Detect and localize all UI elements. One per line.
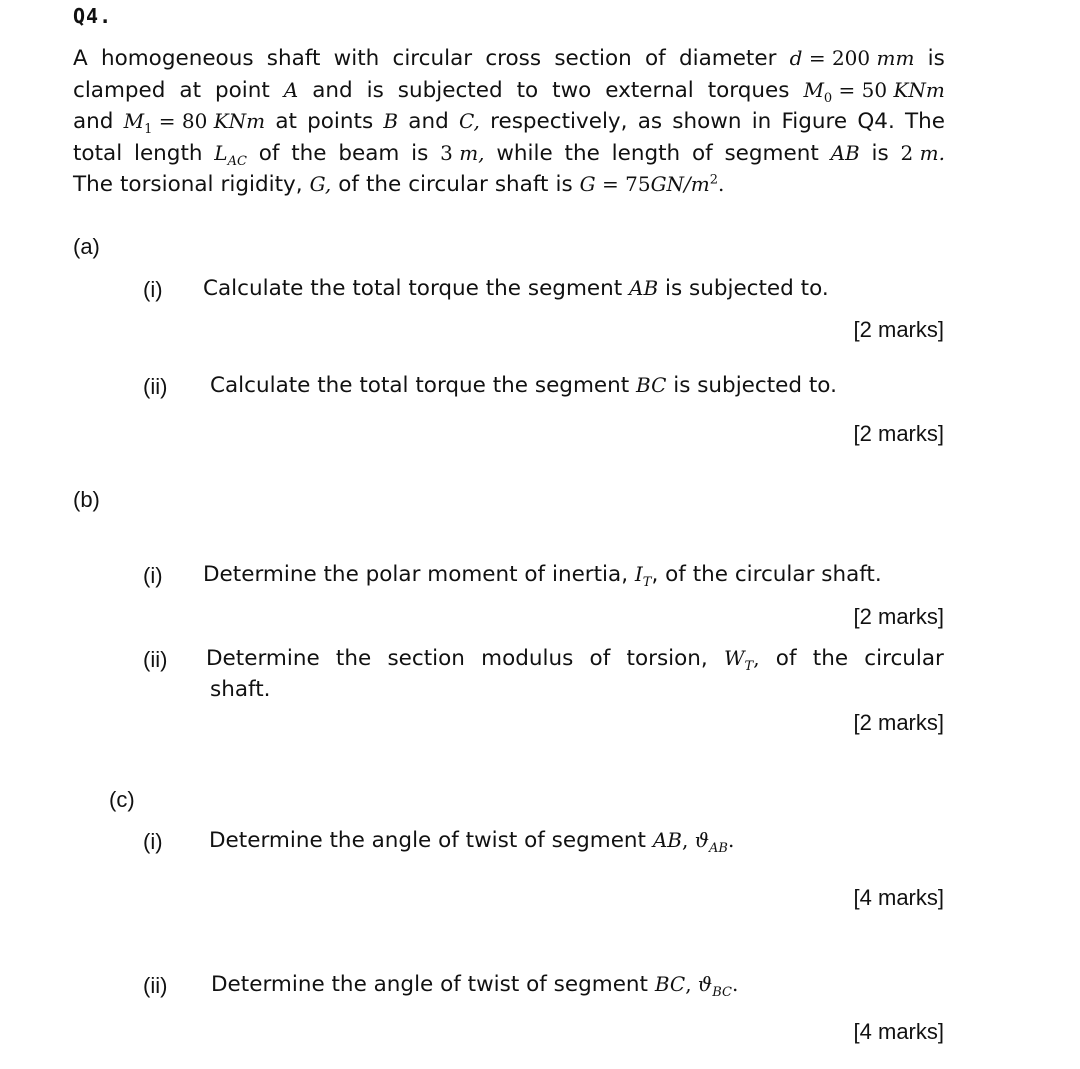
part-b-label: (b): [73, 487, 100, 512]
question-title: Q4.: [73, 4, 113, 28]
part-b-ii-text-line1: Determine the section modulus of torsion, $W_T$, of the circular: [206, 646, 944, 674]
part-b-i-marks: [2 marks]: [853, 604, 944, 629]
math-section-modulus: $W_T$,: [723, 646, 760, 674]
part-b-ii-label: (ii): [143, 647, 168, 672]
math-polar-moment: $I_T$: [634, 562, 652, 590]
math-torque-m0: $M_0 = 50$ KNm: [803, 77, 945, 106]
math-point-c: C,: [458, 109, 480, 133]
part-c-i-marks: [4 marks]: [853, 885, 944, 910]
intro-line-1: A homogeneous shaft with circular cross section of diameter d = 200 mm is: [73, 43, 945, 75]
part-c-ii-label: (ii): [143, 973, 168, 998]
math-segment-ab: AB: [629, 276, 659, 300]
math-point-b: B: [383, 109, 399, 133]
part-a-i-text: Calculate the total torque the segment AB is subjected to.: [203, 276, 829, 301]
intro-line-3: and $M_1 = 80$ KNm at points B and C, respectively, as shown in Figure Q4. The: [73, 106, 945, 138]
math-length-3m: 3 m,: [440, 140, 485, 165]
part-c-ii-marks: [4 marks]: [853, 1019, 944, 1044]
math-length-lac: $L_{AC}$: [214, 140, 247, 169]
math-rigidity-g: G,: [309, 172, 332, 196]
part-c-i-text: Determine the angle of twist of segment AB, $ϑ_{AB}$.: [209, 828, 735, 856]
math-angle-twist-ab: AB, $ϑ_{AB}$.: [652, 828, 735, 856]
math-length-2m: 2 m.: [900, 140, 945, 165]
part-a-i-label: (i): [143, 277, 163, 302]
part-b-i-text: Determine the polar moment of inertia, $I_T$, of the circular shaft.: [203, 562, 882, 590]
math-diameter: d = 200 mm: [789, 46, 915, 70]
part-c-i-label: (i): [143, 829, 163, 854]
math-point-a: A: [283, 77, 299, 102]
part-b-ii-marks: [2 marks]: [853, 710, 944, 735]
math-angle-twist-bc: BC, $ϑ_{BC}$.: [654, 972, 739, 1000]
intro-line-5: The torsional rigidity, G, of the circular shaft is $G = 75GN/m^2$.: [73, 169, 945, 201]
part-c-ii-text: Determine the angle of twist of segment BC, $ϑ_{BC}$.: [211, 972, 739, 1000]
intro-line-2: clamped at point A and is subjected to two external torques $M_0 = 50$ KNm: [73, 75, 945, 107]
intro-line-4: total length $L_{AC}$ of the beam is 3 m, while the length of segment AB is 2 m.: [73, 138, 945, 170]
math-rigidity-value: $G = 75GN/m^2$.: [579, 172, 725, 196]
math-torque-m1: $M_1 = 80$ KNm: [123, 109, 266, 137]
math-segment-ab: AB: [830, 140, 860, 165]
part-a-ii-text: Calculate the total torque the segment BC is subjected to.: [210, 373, 837, 398]
part-a-label: (a): [73, 234, 100, 259]
question-intro: [73, 43, 945, 201]
math-segment-bc: BC: [636, 373, 667, 397]
part-a-ii-marks: [2 marks]: [853, 421, 944, 446]
part-b-i-label: (i): [143, 563, 163, 588]
part-c-label: (c): [109, 787, 135, 812]
part-b-ii-text-line2: shaft.: [210, 677, 271, 702]
part-a-i-marks: [2 marks]: [853, 317, 944, 342]
part-a-ii-label: (ii): [143, 374, 168, 399]
